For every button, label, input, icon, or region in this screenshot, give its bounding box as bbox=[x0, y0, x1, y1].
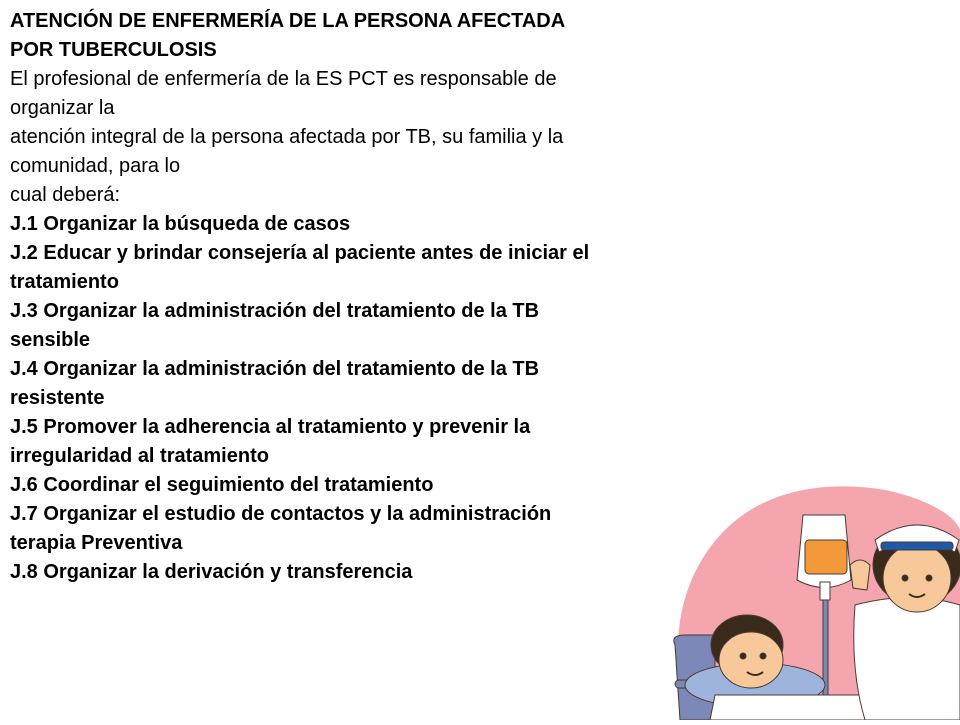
slide-text bbox=[10, 7, 710, 587]
responsibility-item: J.5 Promover la adherencia al tratamiento y prevenir la bbox=[10, 416, 531, 438]
iv-liquid bbox=[805, 540, 847, 574]
intro-line: El profesional de enfermería de la ES PCT es responsable de bbox=[10, 68, 557, 90]
nurse-uniform bbox=[854, 598, 960, 721]
responsibility-item: J.2 Educar y brindar consejería al paciente antes de iniciar el bbox=[10, 242, 590, 264]
nurse-and-patient-illustration bbox=[655, 470, 960, 720]
responsibility-item: sensible bbox=[10, 329, 91, 351]
intro-line: organizar la bbox=[10, 97, 115, 119]
intro-line: cual deberá: bbox=[10, 184, 121, 206]
slide-title-line-2: POR TUBERCULOSIS bbox=[10, 39, 217, 61]
responsibility-item: resistente bbox=[10, 387, 105, 409]
nurse-face bbox=[883, 544, 951, 612]
nurse-and-patient-svg bbox=[655, 470, 960, 720]
responsibility-item: J.4 Organizar la administración del tratamiento de la TB bbox=[10, 358, 540, 380]
nurse-hand bbox=[850, 560, 870, 590]
patient-eye bbox=[740, 653, 746, 659]
responsibility-item: tratamiento bbox=[10, 271, 119, 293]
nurse-eye bbox=[902, 575, 908, 581]
iv-bag-tip bbox=[820, 582, 830, 600]
responsibility-item: J.6 Coordinar el seguimiento del tratamiento bbox=[10, 474, 434, 496]
responsibility-item: J.8 Organizar la derivación y transferencia bbox=[10, 561, 413, 583]
patient-face bbox=[719, 632, 783, 688]
responsibility-item: irregularidad al tratamiento bbox=[10, 445, 269, 467]
intro-line: comunidad, para lo bbox=[10, 155, 181, 177]
slide-title-line-1: ATENCIÓN DE ENFERMERÍA DE LA PERSONA AFECTADA bbox=[10, 10, 566, 32]
intro-line: atención integral de la persona afectada por TB, su familia y la bbox=[10, 126, 564, 148]
responsibility-item: J.3 Organizar la administración del tratamiento de la TB bbox=[10, 300, 540, 322]
nurse-eye bbox=[926, 575, 932, 581]
patient-eye bbox=[760, 653, 766, 659]
responsibility-item: J.1 Organizar la búsqueda de casos bbox=[10, 213, 351, 235]
responsibility-item: terapia Preventiva bbox=[10, 532, 183, 554]
responsibility-item: J.7 Organizar el estudio de contactos y la administración bbox=[10, 503, 552, 525]
nurse-cap-band bbox=[881, 542, 953, 550]
